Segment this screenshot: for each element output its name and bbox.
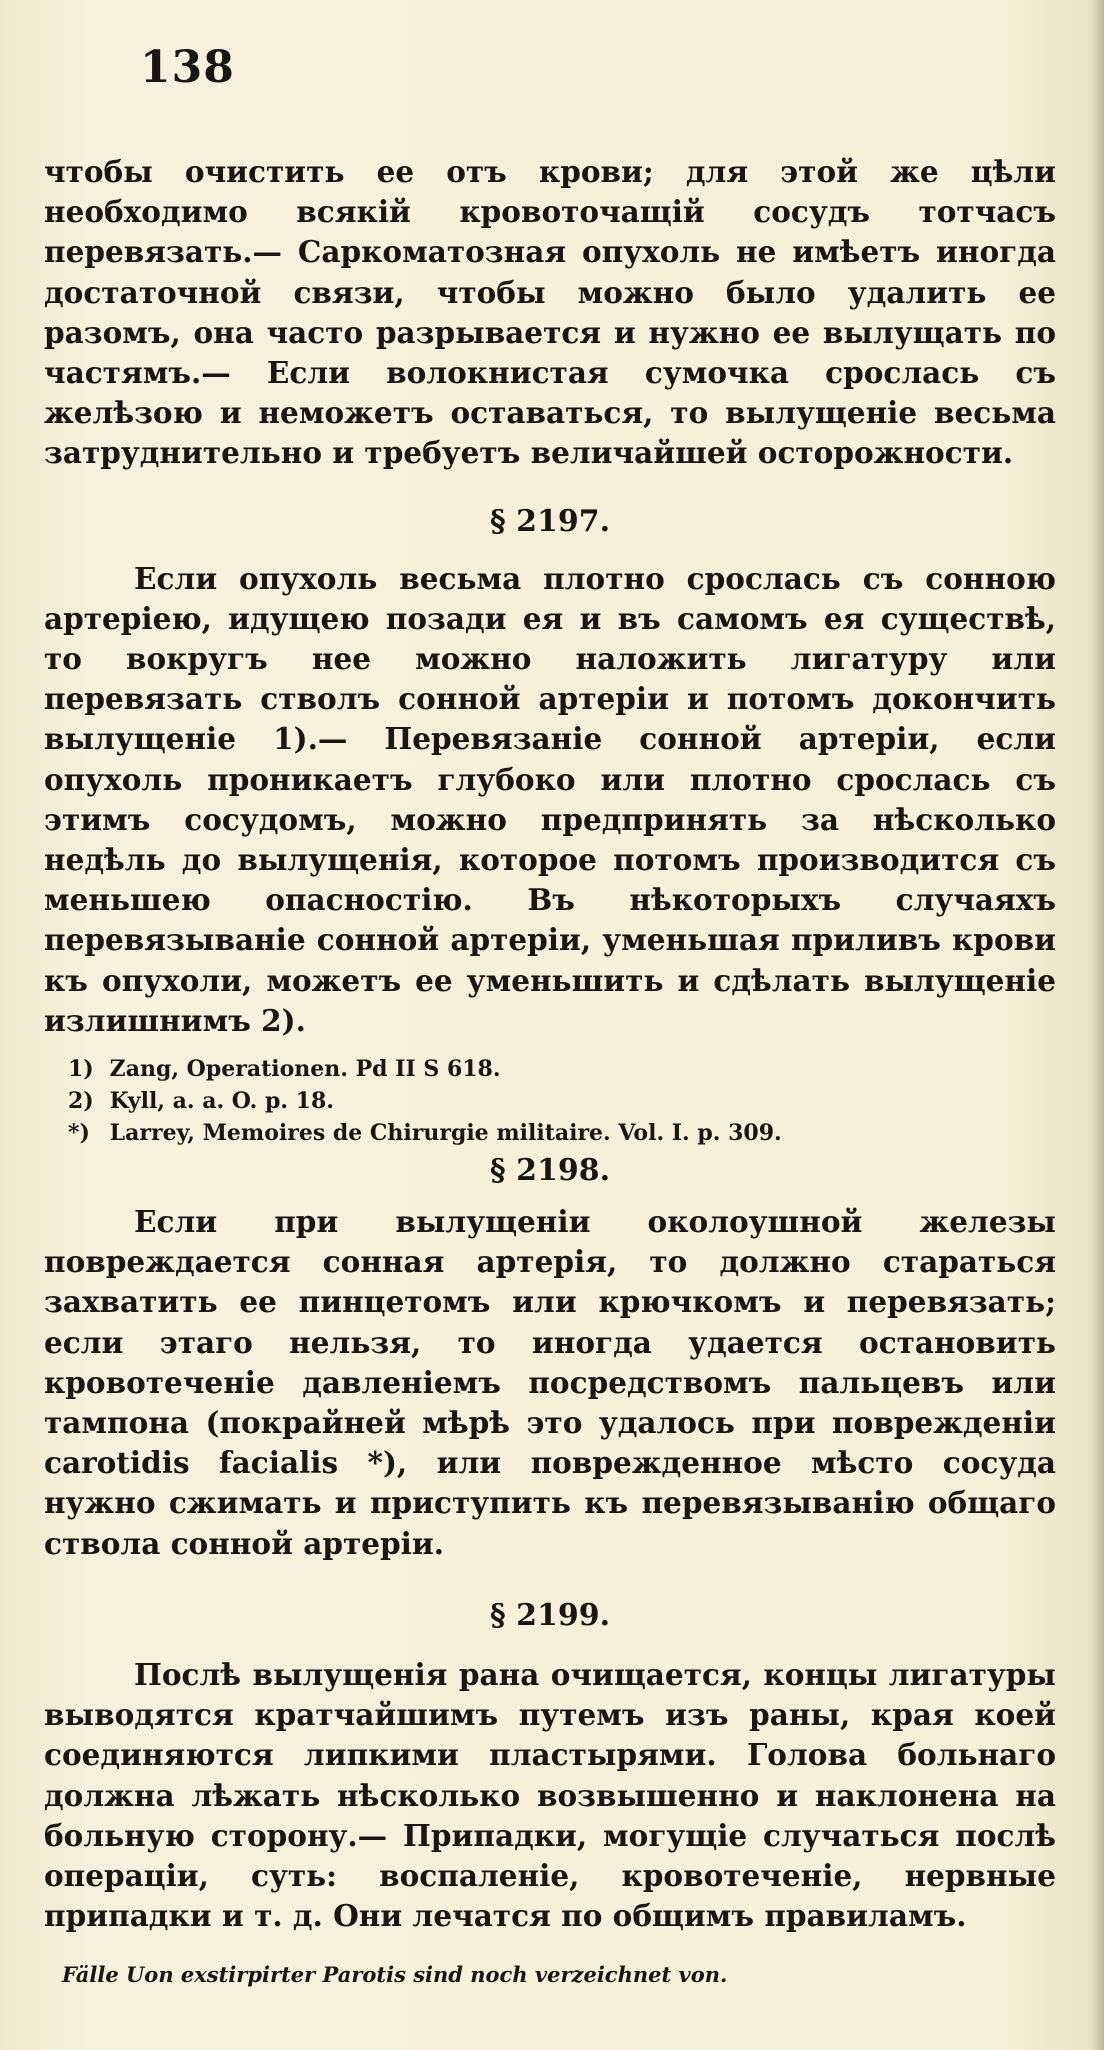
- footnote-2: [44, 1085, 1056, 1117]
- footnote-mark: *): [68, 1120, 90, 1147]
- paragraph-2198: Если при вылущеніи околоушной железы повреждается сонная артерія, то должно стараться захватить ее пинцетомъ или крючкомъ и перевязать; если этаго нельзя, то иногда удается остановить кровотеченіе давленіемъ посредствомъ пальцевъ или тампона (покрайней мѣрѣ это удалось при поврежденіи carotidis facialis *), или поврежденное мѣсто сосуда нужно сжимать и приступить къ перевязыванію общаго ствола сонной артеріи.: [44, 1204, 1056, 1561]
- footnote-star: [44, 1117, 1056, 1149]
- page-edge-shadow: [1090, 0, 1104, 2050]
- footnote-mark: 1): [68, 1056, 94, 1083]
- page-number: 138: [140, 42, 235, 93]
- paragraph-continuation: чтобы очистить ее отъ крови; для этой же цѣли необходимо всякій кровоточащій сосудъ тотчасъ перевязать.— Саркоматозная опухоль не имѣетъ иногда достаточной связи, чтобы можно было удалить ее разомъ, она часто разрывается и нужно ее вылущать по частямъ.— Если волокнистая сумочка срослась съ желѣзою и неможетъ оставаться, то вылущеніе весьма затруднительно и требуетъ величайшей осторожности.: [44, 154, 1056, 471]
- section-heading-2197: § 2197.: [489, 503, 611, 539]
- paragraph-2199: Послѣ вылущенія рана очищается, концы лигатуры выводятся кратчайшимъ путемъ изъ раны, края коей соединяются липкими пластырями. Голова больнаго должна лѣжать нѣсколько возвышенно и наклонена на больную сторону.— Припадки, могущіе случаться послѣ операціи, суть: воспаленіе, кровотеченіе, нервные припадки и т. д. Они лечатся по общимъ правиламъ.: [44, 1656, 1056, 1934]
- paragraph-2197: Если опухоль весьма плотно срослась съ сонною артеріею, идущею позади ея и въ самомъ ея существѣ, то вокругъ нее можно наложить лигатуру или перевязать стволъ сонной артеріи и потомъ докончить вылущеніе 1).— Перевязаніе сонной артеріи, если опухоль проникаетъ глубоко или плотно срослась съ этимъ сосудомъ, можно предпринять за нѣсколько недѣль до вылущенія, которое потомъ производится съ меньшею опасностію. Въ нѣкоторыхъ случаяхъ перевязываніе сонной артеріи, уменьшая приливъ крови къ опухоли, можетъ ее уменьшить и сдѣлать вылущеніе излишнимъ 2).: [44, 560, 1056, 1038]
- footnote-text: Larrey, Memoires de Chirurgie militaire. Vol. I. p. 309.: [109, 1120, 782, 1147]
- section-heading-2199: § 2199.: [489, 1597, 611, 1633]
- footnotes: [44, 1053, 1056, 1149]
- footnote-text: Zang, Operationen. Pd II S 618.: [109, 1056, 501, 1083]
- footnote-1: [44, 1053, 1056, 1085]
- section-heading-2198: § 2198.: [489, 1153, 611, 1189]
- bottom-footnote: Fälle Uon exstirpirter Parotis sind noch verzeichnet von.: [62, 1962, 728, 1988]
- page-content: [44, 152, 1056, 1987]
- footnote-text: Kyll, a. a. O. p. 18.: [109, 1088, 334, 1115]
- footnote-mark: 2): [68, 1088, 94, 1115]
